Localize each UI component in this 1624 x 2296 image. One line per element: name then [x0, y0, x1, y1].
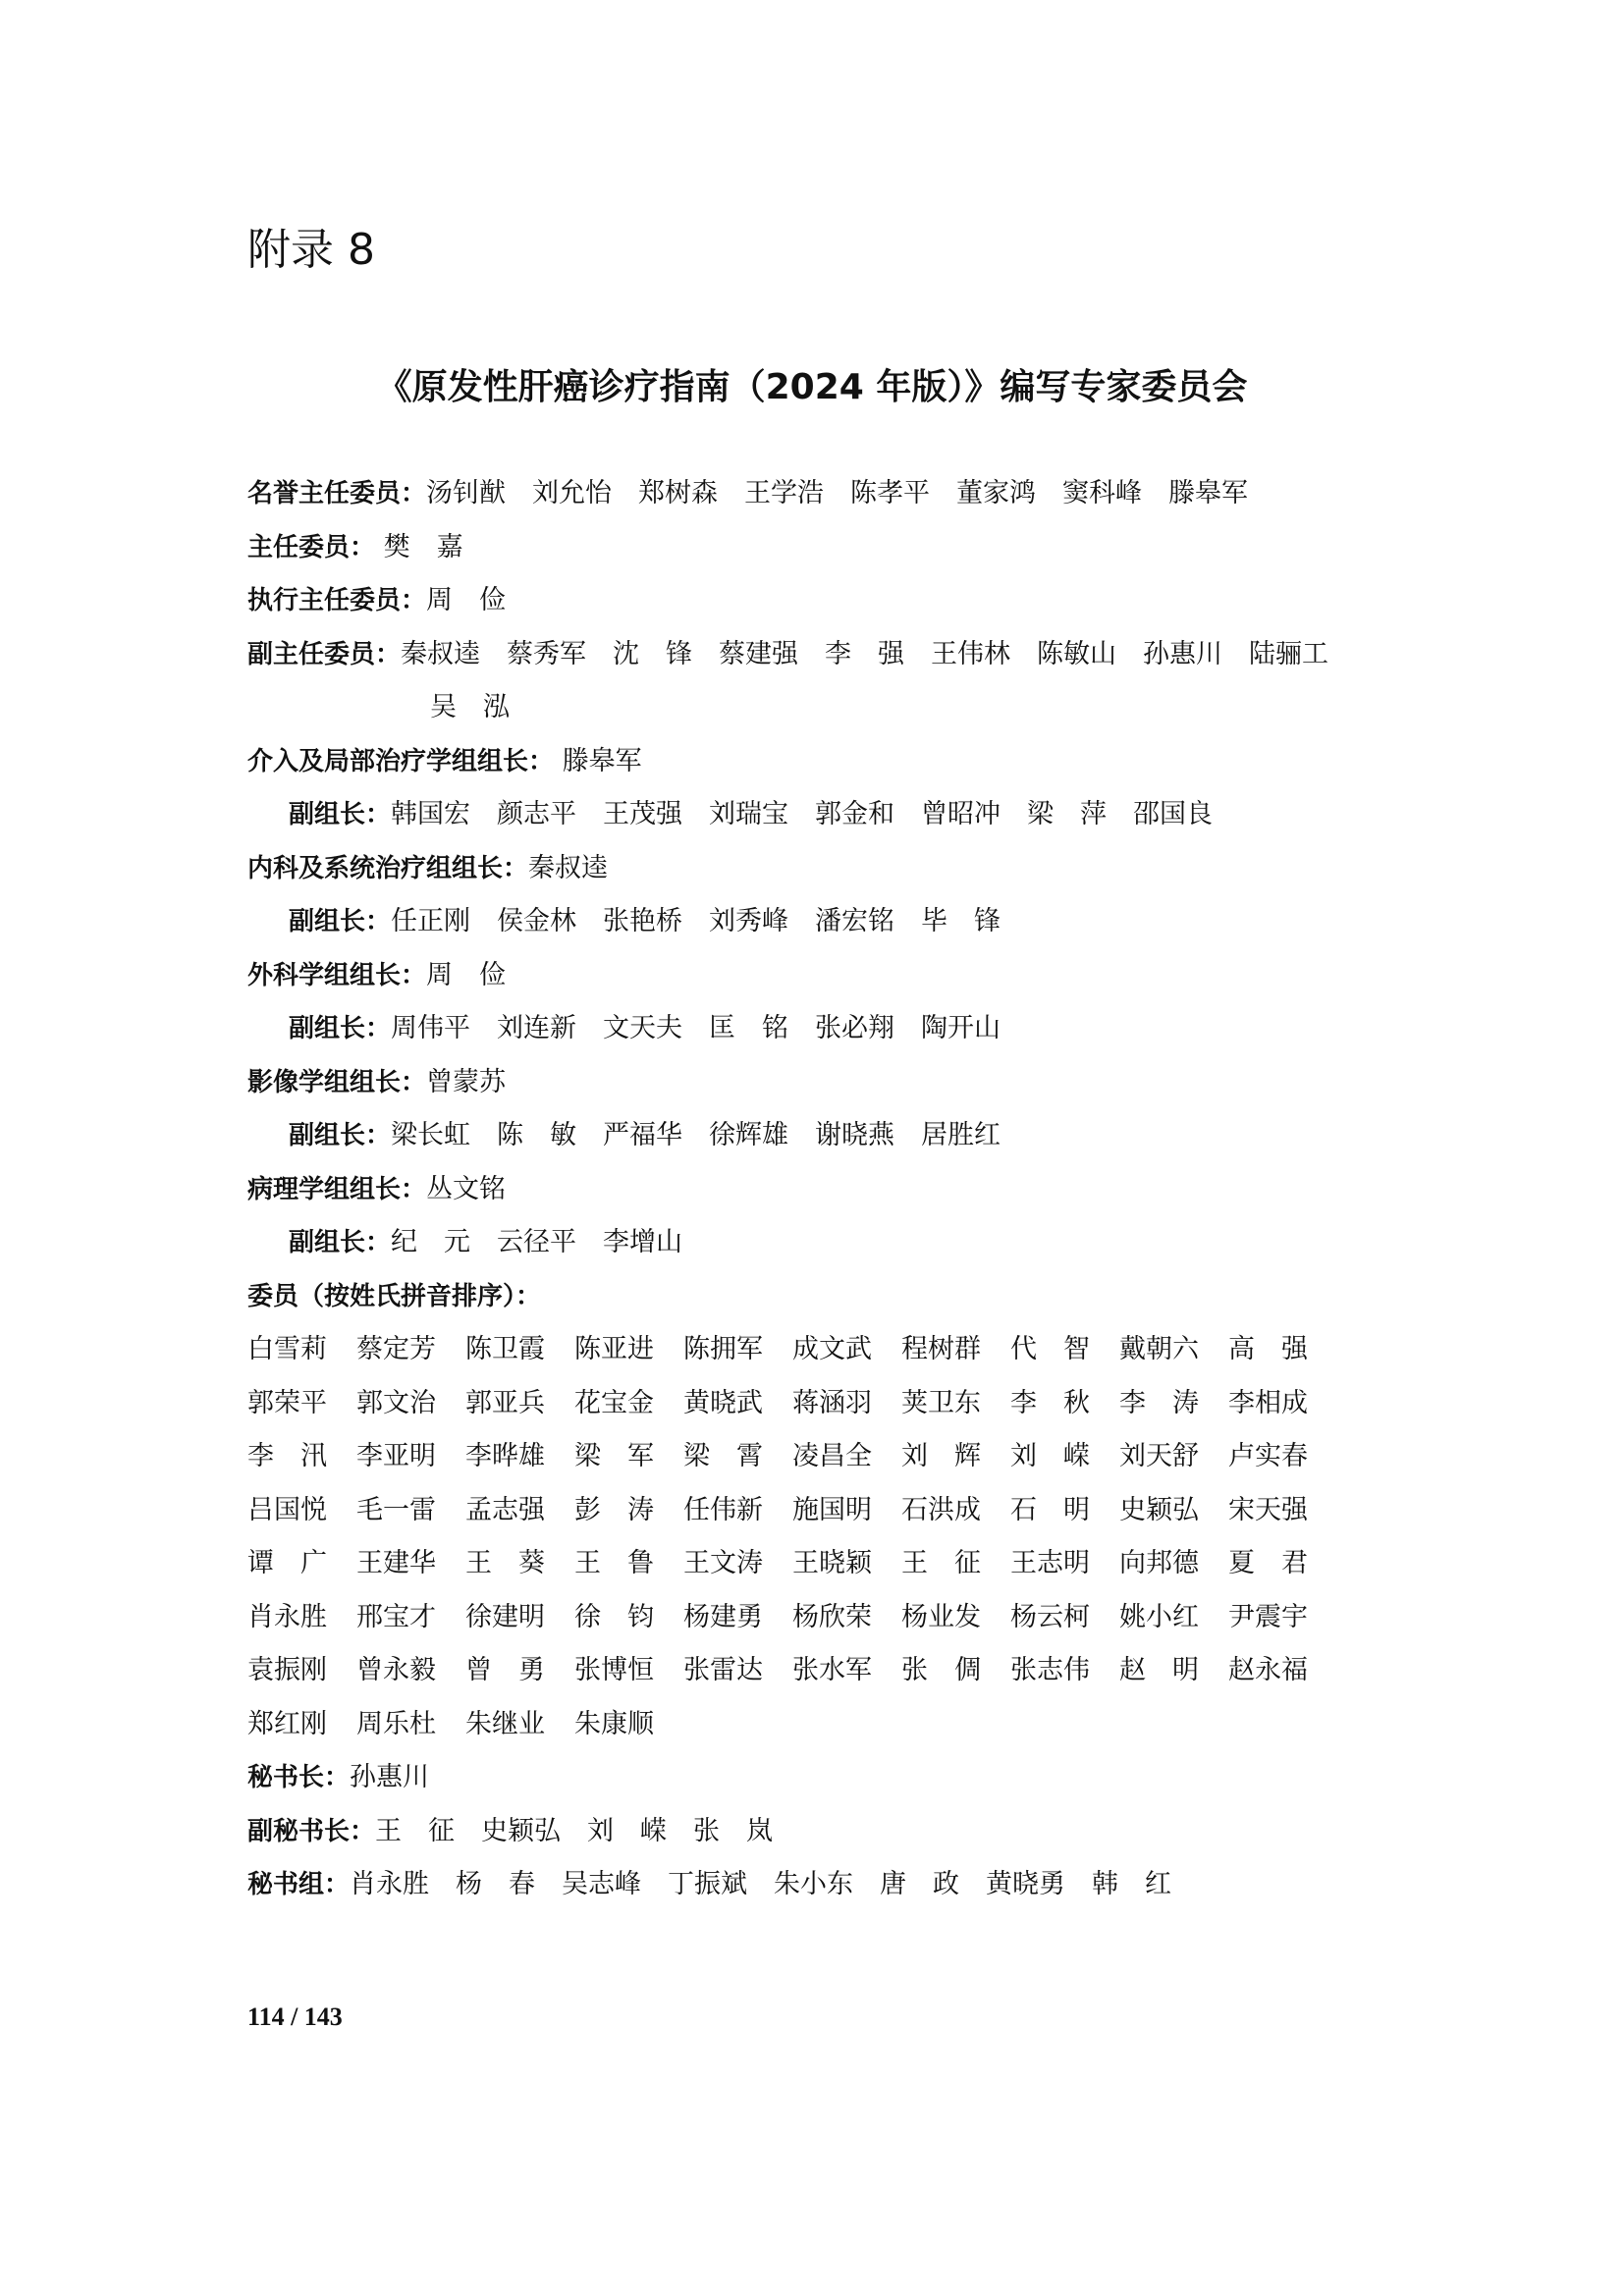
surgery-vice-label: 副组长： — [289, 1014, 392, 1043]
member-name: 张 倜 — [901, 1655, 981, 1685]
chair-line — [247, 521, 1386, 575]
document-title: 《原发性肝癌诊疗指南（2024 年版）》编写专家委员会 — [376, 367, 1248, 407]
member-name: 花宝金 — [574, 1387, 654, 1418]
page-number: 114 / 143 — [247, 2002, 343, 2031]
member-name: 李相成 — [1228, 1387, 1308, 1418]
member-name: 王文涛 — [683, 1548, 763, 1578]
member-name: 石洪成 — [901, 1494, 981, 1525]
member-name: 杨业发 — [901, 1601, 981, 1632]
surgery-leader-names: 周 俭 — [426, 959, 507, 990]
member-name: 吕国悦 — [247, 1494, 327, 1525]
member-name: 王志明 — [1010, 1548, 1090, 1578]
member-name: 王 征 — [901, 1548, 981, 1578]
medical-vice-line — [247, 895, 1386, 949]
imaging-leader-label: 影像学组组长： — [247, 1067, 427, 1097]
members-row — [247, 1591, 1386, 1645]
members-row — [247, 1644, 1386, 1698]
honorary-chairs-names: 汤钊猷 刘允怡 郑树森 王学浩 陈孝平 董家鸿 窦科峰 滕皋军 — [426, 478, 1249, 508]
member-name: 张雷达 — [683, 1655, 763, 1685]
member-name: 张志伟 — [1010, 1655, 1090, 1685]
chair-names: 樊 嘉 — [375, 531, 463, 562]
members-row — [247, 1323, 1386, 1377]
member-name: 黄晓武 — [683, 1387, 763, 1418]
vice-chairs-names-cont: 吴 泓 — [430, 692, 510, 722]
member-name: 向邦德 — [1119, 1548, 1199, 1578]
member-name: 陈卫霞 — [465, 1334, 545, 1364]
imaging-vice-line — [247, 1109, 1386, 1163]
member-name: 白雪莉 — [247, 1334, 327, 1364]
member-name: 高 强 — [1228, 1334, 1308, 1364]
imaging-vice-names: 梁长虹 陈 敏 严福华 徐辉雄 谢晓燕 居胜红 — [391, 1120, 1001, 1150]
member-name: 毛一雷 — [356, 1494, 436, 1525]
member-name: 尹震宇 — [1228, 1601, 1308, 1632]
member-name: 杨欣荣 — [792, 1601, 872, 1632]
member-name: 史颖弘 — [1119, 1494, 1199, 1525]
medical-leader-line — [247, 842, 1386, 896]
pathology-leader-names: 丛文铭 — [426, 1173, 507, 1204]
members-row — [247, 1484, 1386, 1538]
vice-chairs-line — [247, 628, 1386, 682]
member-name: 袁振刚 — [247, 1655, 327, 1685]
secretary-general-label: 秘书长： — [247, 1763, 351, 1792]
member-name: 凌昌全 — [792, 1441, 872, 1471]
imaging-leader-names: 曾蒙苏 — [426, 1066, 507, 1097]
members-grid — [247, 1323, 1386, 1751]
secretary-general-names: 孙惠川 — [350, 1762, 430, 1792]
vice-chairs-label: 副主任委员： — [247, 639, 402, 669]
member-name: 陈亚进 — [574, 1334, 654, 1364]
member-name: 李 涛 — [1119, 1387, 1199, 1418]
member-name: 夏 君 — [1228, 1548, 1308, 1578]
medical-vice-names: 任正刚 侯金林 张艳桥 刘秀峰 潘宏铭 毕 锋 — [391, 906, 1001, 936]
member-name: 王 鲁 — [574, 1548, 654, 1578]
member-name: 谭 广 — [247, 1548, 327, 1578]
member-name: 石 明 — [1010, 1494, 1090, 1525]
honorary-chairs-line — [247, 467, 1386, 521]
surgery-leader-label: 外科学组组长： — [247, 960, 427, 990]
member-name: 王晓颖 — [792, 1548, 872, 1578]
interventional-vice-label: 副组长： — [289, 800, 392, 829]
member-name: 蔡定芳 — [356, 1334, 436, 1364]
member-name: 杨建勇 — [683, 1601, 763, 1632]
member-name: 施国明 — [792, 1494, 872, 1525]
surgery-vice-line — [247, 1002, 1386, 1056]
committee-list — [247, 467, 1386, 1912]
member-name: 徐 钧 — [574, 1601, 654, 1632]
member-name: 代 智 — [1010, 1334, 1090, 1364]
interventional-leader-line — [247, 735, 1386, 789]
pathology-leader-label: 病理学组组长： — [247, 1174, 427, 1204]
medical-vice-label: 副组长： — [289, 907, 392, 936]
member-name: 曾永毅 — [356, 1655, 436, 1685]
appendix-heading: 附录 8 — [247, 225, 375, 275]
honorary-chairs-label: 名誉主任委员： — [247, 479, 427, 508]
imaging-vice-label: 副组长： — [289, 1121, 392, 1150]
member-name: 曾 勇 — [465, 1655, 545, 1685]
executive-chair-line — [247, 574, 1386, 628]
members-label: 委员（按姓氏拼音排序）： — [247, 1281, 542, 1311]
member-name: 陈拥军 — [683, 1334, 763, 1364]
member-name: 周乐杜 — [356, 1708, 436, 1739]
member-name: 邢宝才 — [356, 1601, 436, 1632]
member-name: 刘 辉 — [901, 1441, 981, 1471]
member-name: 张水军 — [792, 1655, 872, 1685]
member-name: 赵 明 — [1119, 1655, 1199, 1685]
vice-chairs-names: 秦叔逵 蔡秀军 沈 锋 蔡建强 李 强 王伟林 陈敏山 孙惠川 陆骊工 — [401, 638, 1329, 669]
secretariat-names: 肖永胜 杨 春 吴志峰 丁振斌 朱小东 唐 政 黄晓勇 韩 红 — [350, 1869, 1172, 1899]
member-name: 戴朝六 — [1119, 1334, 1199, 1364]
deputy-secretary-line — [247, 1805, 1386, 1859]
member-name: 成文武 — [792, 1334, 872, 1364]
member-name: 肖永胜 — [247, 1601, 327, 1632]
executive-chair-label: 执行主任委员： — [247, 586, 427, 615]
medical-leader-label: 内科及系统治疗组组长： — [247, 853, 529, 883]
member-name: 郭文治 — [356, 1387, 436, 1418]
member-name: 王建华 — [356, 1548, 436, 1578]
member-name: 卢实春 — [1228, 1441, 1308, 1471]
secretariat-line — [247, 1858, 1386, 1912]
member-name: 李 秋 — [1010, 1387, 1090, 1418]
member-name: 郑红刚 — [247, 1708, 327, 1739]
pathology-leader-line — [247, 1163, 1386, 1217]
members-row — [247, 1377, 1386, 1431]
members-row — [247, 1698, 1386, 1752]
member-name: 杨云柯 — [1010, 1601, 1090, 1632]
member-name: 李晔雄 — [465, 1441, 545, 1471]
member-name: 程树群 — [901, 1334, 981, 1364]
secretariat-label: 秘书组： — [247, 1870, 351, 1899]
members-row — [247, 1537, 1386, 1591]
member-name: 梁 军 — [574, 1441, 654, 1471]
member-name: 张博恒 — [574, 1655, 654, 1685]
surgery-vice-names: 周伟平 刘连新 文天夫 匡 铭 张必翔 陶开山 — [391, 1013, 1001, 1043]
pathology-vice-label: 副组长： — [289, 1228, 392, 1257]
member-name: 刘 嵘 — [1010, 1441, 1090, 1471]
member-name: 王 葵 — [465, 1548, 545, 1578]
member-name: 荚卫东 — [901, 1387, 981, 1418]
members-row — [247, 1430, 1386, 1484]
member-name: 朱继业 — [465, 1708, 545, 1739]
medical-leader-names: 秦叔逵 — [528, 852, 609, 883]
member-name: 李 汛 — [247, 1441, 327, 1471]
member-name: 姚小红 — [1119, 1601, 1199, 1632]
member-name: 刘天舒 — [1119, 1441, 1199, 1471]
interventional-leader-names: 滕皋军 — [554, 745, 642, 776]
member-name: 赵永福 — [1228, 1655, 1308, 1685]
vice-chairs-continuation — [247, 681, 1386, 735]
deputy-secretary-label: 副秘书长： — [247, 1816, 376, 1846]
deputy-secretary-names: 王 征 史颖弘 刘 嵘 张 岚 — [375, 1815, 774, 1846]
imaging-leader-line — [247, 1056, 1386, 1110]
surgery-leader-line — [247, 949, 1386, 1003]
chair-label: 主任委员： — [247, 532, 376, 562]
member-name: 彭 涛 — [574, 1494, 654, 1525]
interventional-vice-line — [247, 788, 1386, 842]
member-name: 郭荣平 — [247, 1387, 327, 1418]
member-name: 徐建明 — [465, 1601, 545, 1632]
member-name: 郭亚兵 — [465, 1387, 545, 1418]
member-name: 朱康顺 — [574, 1708, 654, 1739]
member-name: 李亚明 — [356, 1441, 436, 1471]
interventional-vice-names: 韩国宏 颜志平 王茂强 刘瑞宝 郭金和 曾昭冲 梁 萍 邵国良 — [391, 799, 1214, 829]
member-name: 宋天强 — [1228, 1494, 1308, 1525]
executive-chair-names: 周 俭 — [426, 585, 507, 615]
member-name: 任伟新 — [683, 1494, 763, 1525]
member-name: 梁 霄 — [683, 1441, 763, 1471]
pathology-vice-line — [247, 1216, 1386, 1270]
interventional-leader-label: 介入及局部治疗学组组长： — [247, 746, 555, 776]
secretary-general-line — [247, 1751, 1386, 1805]
members-heading-line — [247, 1270, 1386, 1324]
member-name: 孟志强 — [465, 1494, 545, 1525]
pathology-vice-names: 纪 元 云径平 李增山 — [391, 1227, 683, 1257]
member-name: 蒋涵羽 — [792, 1387, 872, 1418]
